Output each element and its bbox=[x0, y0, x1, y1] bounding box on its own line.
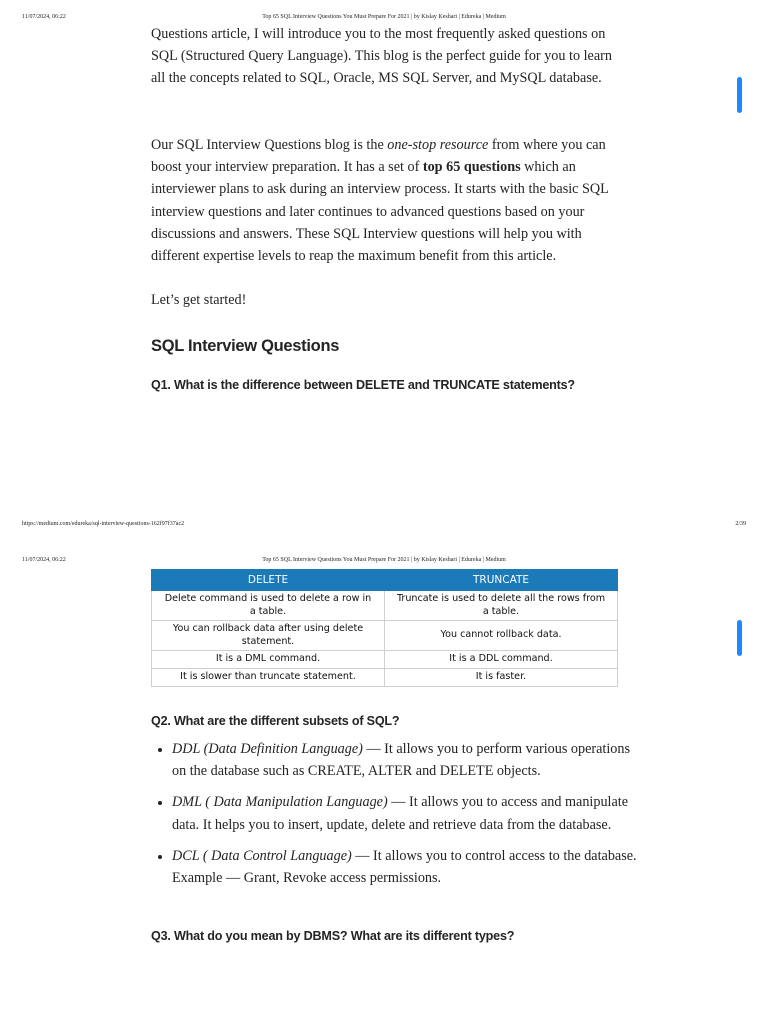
subset-term: DML ( Data Manipulation Language) bbox=[172, 794, 388, 811]
list-item bbox=[172, 845, 637, 889]
table-row bbox=[152, 651, 618, 669]
intro-paragraph-2 bbox=[151, 134, 623, 267]
table-cell: You cannot rollback data. bbox=[385, 621, 618, 651]
table-cell: Truncate is used to delete all the rows from a table. bbox=[385, 591, 618, 621]
scroll-indicator[interactable] bbox=[737, 620, 742, 656]
question-2-heading: Q2. What are the different subsets of SQL? bbox=[151, 714, 400, 728]
top-65-questions-strong: top 65 questions bbox=[422, 159, 521, 176]
table-cell: You can rollback data after using delete statement. bbox=[152, 621, 385, 651]
intro-paragraph-1 bbox=[151, 23, 623, 90]
print-title: Top 65 SQL Interview Questions You Must Prepare For 2021 | by Kislay Keshari | Edureka | Medium bbox=[262, 14, 506, 20]
subset-description: — It allows you to control access to the database. Example — Grant, Revoke access permissions. bbox=[172, 847, 637, 887]
section-title: SQL Interview Questions bbox=[151, 337, 340, 355]
list-item bbox=[172, 791, 637, 835]
print-url: https://medium.com/edureka/sql-interview-questions-162f97f37ac2 bbox=[22, 521, 185, 527]
table-header-row bbox=[152, 570, 618, 591]
intro-text-2c: which an interviewer plans to ask during an interview process. It starts with the basic SQL interview questions and later continues to advanced questions based on your discussions and answers. These SQL Interview questions will help you with different expertise levels to reap the maximum benefit from this article. bbox=[151, 159, 609, 265]
intro-text-1: Questions article, I will introduce you to the most frequently asked questions on SQL (Structured Query Language). This blog is the perfect guide for you to learn all the concepts related to SQL, Oracle, MS SQL Server, and MySQL database. bbox=[151, 26, 612, 87]
print-datetime: 11/07/2024, 06:22 bbox=[22, 14, 66, 20]
intro-paragraph-3 bbox=[151, 289, 623, 311]
subset-description: — It allows you to access and manipulate data. It helps you to insert, update, delete and retrieve data from the database. bbox=[172, 794, 629, 833]
print-title: Top 65 SQL Interview Questions You Must Prepare For 2021 | by Kislay Keshari | Edureka | Medium bbox=[262, 557, 506, 563]
print-page-number: 2/39 bbox=[735, 521, 746, 527]
question-3-heading: Q3. What do you mean by DBMS? What are its different types? bbox=[151, 929, 515, 943]
table-row bbox=[152, 669, 618, 687]
table-cell: It is a DML command. bbox=[152, 651, 385, 669]
table-cell: It is slower than truncate statement. bbox=[152, 669, 385, 687]
table-header-truncate: TRUNCATE bbox=[385, 570, 618, 591]
subset-term: DCL ( Data Control Language) bbox=[172, 847, 352, 864]
list-item bbox=[172, 738, 637, 782]
subset-description: — It allows you to perform various operations on the database such as CREATE, ALTER and DELETE objects. bbox=[172, 741, 631, 780]
table-row bbox=[152, 621, 618, 651]
scroll-indicator[interactable] bbox=[737, 77, 742, 113]
subset-term: DDL (Data Definition Language) bbox=[172, 741, 363, 757]
intro-text-2b: from where you can boost your interview preparation. It has a set of bbox=[151, 137, 606, 176]
table-cell: It is faster. bbox=[385, 669, 618, 687]
table-cell: Delete command is used to delete a row in a table. bbox=[152, 591, 385, 621]
table-header-delete: DELETE bbox=[152, 570, 385, 591]
one-stop-resource-emphasis: one-stop resource bbox=[387, 137, 489, 153]
question-1-heading: Q1. What is the difference between DELETE and TRUNCATE statements? bbox=[151, 378, 575, 392]
sql-subsets-list bbox=[151, 738, 637, 898]
intro-text-3: Let’s get started! bbox=[151, 292, 247, 308]
table-cell: It is a DDL command. bbox=[385, 651, 618, 669]
delete-vs-truncate-table bbox=[151, 569, 618, 687]
print-datetime: 11/07/2024, 06:22 bbox=[22, 557, 66, 563]
intro-text-2a: Our SQL Interview Questions blog is the bbox=[151, 137, 388, 153]
table-row bbox=[152, 591, 618, 621]
